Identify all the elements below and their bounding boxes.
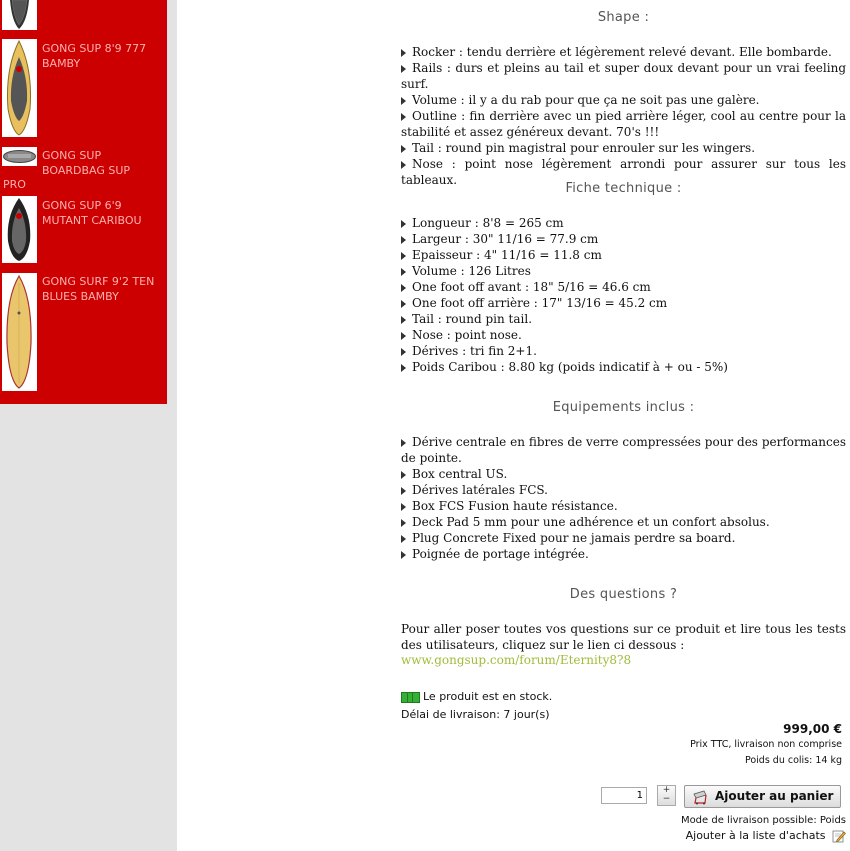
product-price: 999,00 € (783, 722, 842, 736)
list-item (401, 546, 846, 562)
stock-status (401, 690, 552, 703)
bullet-arrow-icon (401, 300, 406, 308)
list-item-text: Poignée de portage intégrée. (412, 547, 589, 561)
bullet-arrow-icon (401, 236, 406, 244)
list-item (401, 466, 846, 482)
pencil-note-icon[interactable] (832, 829, 846, 843)
wishlist-link[interactable] (686, 829, 846, 843)
quantity-decrease[interactable]: − (662, 794, 671, 804)
section-title-equipements: Equipements inclus : (552, 400, 695, 415)
bullet-arrow-icon (401, 503, 406, 511)
list-item-text: One foot off arrière : 17" 13/16 = 45.2 cm (412, 296, 668, 310)
product-link-label-overflow[interactable]: PRO (3, 178, 26, 191)
bullet-arrow-icon (401, 471, 406, 479)
bullet-arrow-icon (401, 535, 406, 543)
price-note (690, 739, 842, 750)
bullet-arrow-icon (401, 332, 406, 340)
cart-icon (692, 789, 708, 805)
section-title-fiche-technique: Fiche technique : (565, 181, 682, 196)
product-link-label[interactable]: GONG SUP 8'9 777 BAMBY (42, 42, 147, 70)
wishlist-label[interactable]: Ajouter à la liste d'achats (685, 829, 826, 842)
questions-text: Pour aller poser toutes vos questions sur ce produit et lire tous les tests des utilisateurs, cliquez sur le lien ci dessous : (401, 622, 846, 652)
product-thumbnail[interactable] (2, 147, 37, 166)
bullet-arrow-icon (401, 316, 406, 324)
list-item (401, 514, 846, 530)
list-item (401, 108, 846, 140)
bullet-arrow-icon (401, 487, 406, 495)
list-item (401, 327, 846, 343)
product-thumbnail[interactable] (2, 273, 37, 391)
bullet-arrow-icon (401, 145, 406, 153)
list-item-text: Nose : point nose légèrement arrondi pour assurer sur tous les tableaux. (401, 157, 846, 187)
list-item-text: Poids Caribou : 8.80 kg (poids indicatif à + ou - 5%) (412, 360, 728, 374)
list-item-text: Largeur : 30" 11/16 = 77.9 cm (412, 232, 599, 246)
list-item-text: Rocker : tendu derrière et légèrement relevé devant. Elle bombarde. (412, 45, 832, 59)
list-item (401, 263, 846, 279)
forum-link[interactable]: www.gongsup.com/forum/Eternity8?8 (401, 653, 632, 667)
delivery-delay: Délai de livraison: 7 jour(s) (401, 708, 550, 721)
bullet-arrow-icon (401, 65, 406, 73)
equipements-list (401, 434, 846, 562)
bullet-arrow-icon (401, 97, 406, 105)
shipping-mode: Mode de livraison possible: Poids (680, 815, 846, 826)
list-item-text: Outline : fin derrière avec un pied arrière léger, cool au centre pour la stabilité et assez généreux devant. 70's !!! (401, 109, 846, 139)
stock-indicator-icon (401, 692, 420, 703)
list-item-text: Deck Pad 5 mm pour une adhérence et un confort absolus. (412, 515, 770, 529)
list-item-text: Box FCS Fusion haute résistance. (412, 499, 618, 513)
list-item (401, 140, 846, 156)
list-item-text: Epaisseur : 4" 11/16 = 11.8 cm (412, 248, 602, 262)
bullet-arrow-icon (401, 551, 406, 559)
list-item (401, 44, 846, 60)
bullet-arrow-icon (401, 161, 406, 169)
list-item-text: Tail : round pin tail. (412, 312, 533, 326)
bullet-arrow-icon (401, 268, 406, 276)
bullet-arrow-icon (401, 220, 406, 228)
quantity-stepper[interactable] (657, 785, 676, 806)
list-item-text: Plug Concrete Fixed pour ne jamais perdre sa board. (412, 531, 736, 545)
bullet-arrow-icon (401, 49, 406, 57)
list-item-text: Volume : il y a du rab pour que ça ne soit pas une galère. (412, 93, 760, 107)
stock-text: Le produit est en stock. (423, 690, 553, 703)
product-link-label[interactable]: GONG SUP 6'9 MUTANT CARIBOU (42, 199, 142, 227)
product-link-label[interactable]: GONG SURF 9'2 TEN BLUES BAMBY (42, 275, 155, 303)
related-products-panel (0, 0, 167, 404)
list-item-text: Longueur : 8'8 = 265 cm (412, 216, 564, 230)
list-item (401, 311, 846, 327)
shape-list (401, 44, 846, 188)
list-item-text: Box central US. (412, 467, 508, 481)
list-item-text: Dérives latérales FCS. (412, 483, 548, 497)
add-to-cart-label: Ajouter au panier (715, 789, 834, 803)
product-link-label[interactable]: GONG SUP BOARDBAG SUP (42, 149, 131, 177)
list-item (401, 295, 846, 311)
quantity-input[interactable] (601, 787, 647, 804)
list-item-text: Dérives : tri fin 2+1. (412, 344, 537, 358)
add-to-cart-button[interactable] (684, 785, 841, 808)
left-column (0, 0, 177, 851)
list-item (401, 60, 846, 92)
list-item-text: One foot off avant : 18" 5/16 = 46.6 cm (412, 280, 651, 294)
list-item (401, 247, 846, 263)
bullet-arrow-icon (401, 348, 406, 356)
bullet-arrow-icon (401, 252, 406, 260)
bullet-arrow-icon (401, 364, 406, 372)
product-thumbnail[interactable] (2, 196, 37, 263)
product-thumbnail[interactable] (2, 0, 37, 30)
list-item-text: Volume : 126 Litres (412, 264, 531, 278)
list-item (401, 92, 846, 108)
price-note-text: Prix TTC, livraison (690, 739, 775, 750)
list-item (401, 231, 846, 247)
list-item-text: Tail : round pin magistral pour enrouler sur les wingers. (412, 141, 756, 155)
list-item-text: Rails : durs et pleins au tail et super doux devant pour un vrai feeling surf. (401, 61, 846, 91)
bullet-arrow-icon (401, 284, 406, 292)
list-item (401, 279, 846, 295)
list-item (401, 434, 846, 466)
list-item (401, 215, 846, 231)
bullet-arrow-icon (401, 519, 406, 527)
list-item-text: Dérive centrale en fibres de verre compressées pour des performances de pointe. (401, 435, 846, 465)
fiche-technique-list (401, 215, 846, 375)
section-title-shape: Shape : (597, 10, 650, 25)
section-title-questions: Des questions ? (569, 587, 678, 602)
list-item (401, 530, 846, 546)
quantity-increase[interactable]: + (662, 785, 671, 795)
list-item (401, 482, 846, 498)
product-thumbnail[interactable] (2, 39, 37, 137)
bullet-arrow-icon (401, 113, 406, 121)
list-item-text: Nose : point nose. (412, 328, 522, 342)
list-item (401, 343, 846, 359)
list-item (401, 359, 846, 375)
list-item (401, 498, 846, 514)
shipping-note-text: non comprise (777, 739, 842, 750)
bullet-arrow-icon (401, 439, 406, 447)
package-weight: Poids du colis: 14 kg (744, 755, 842, 766)
